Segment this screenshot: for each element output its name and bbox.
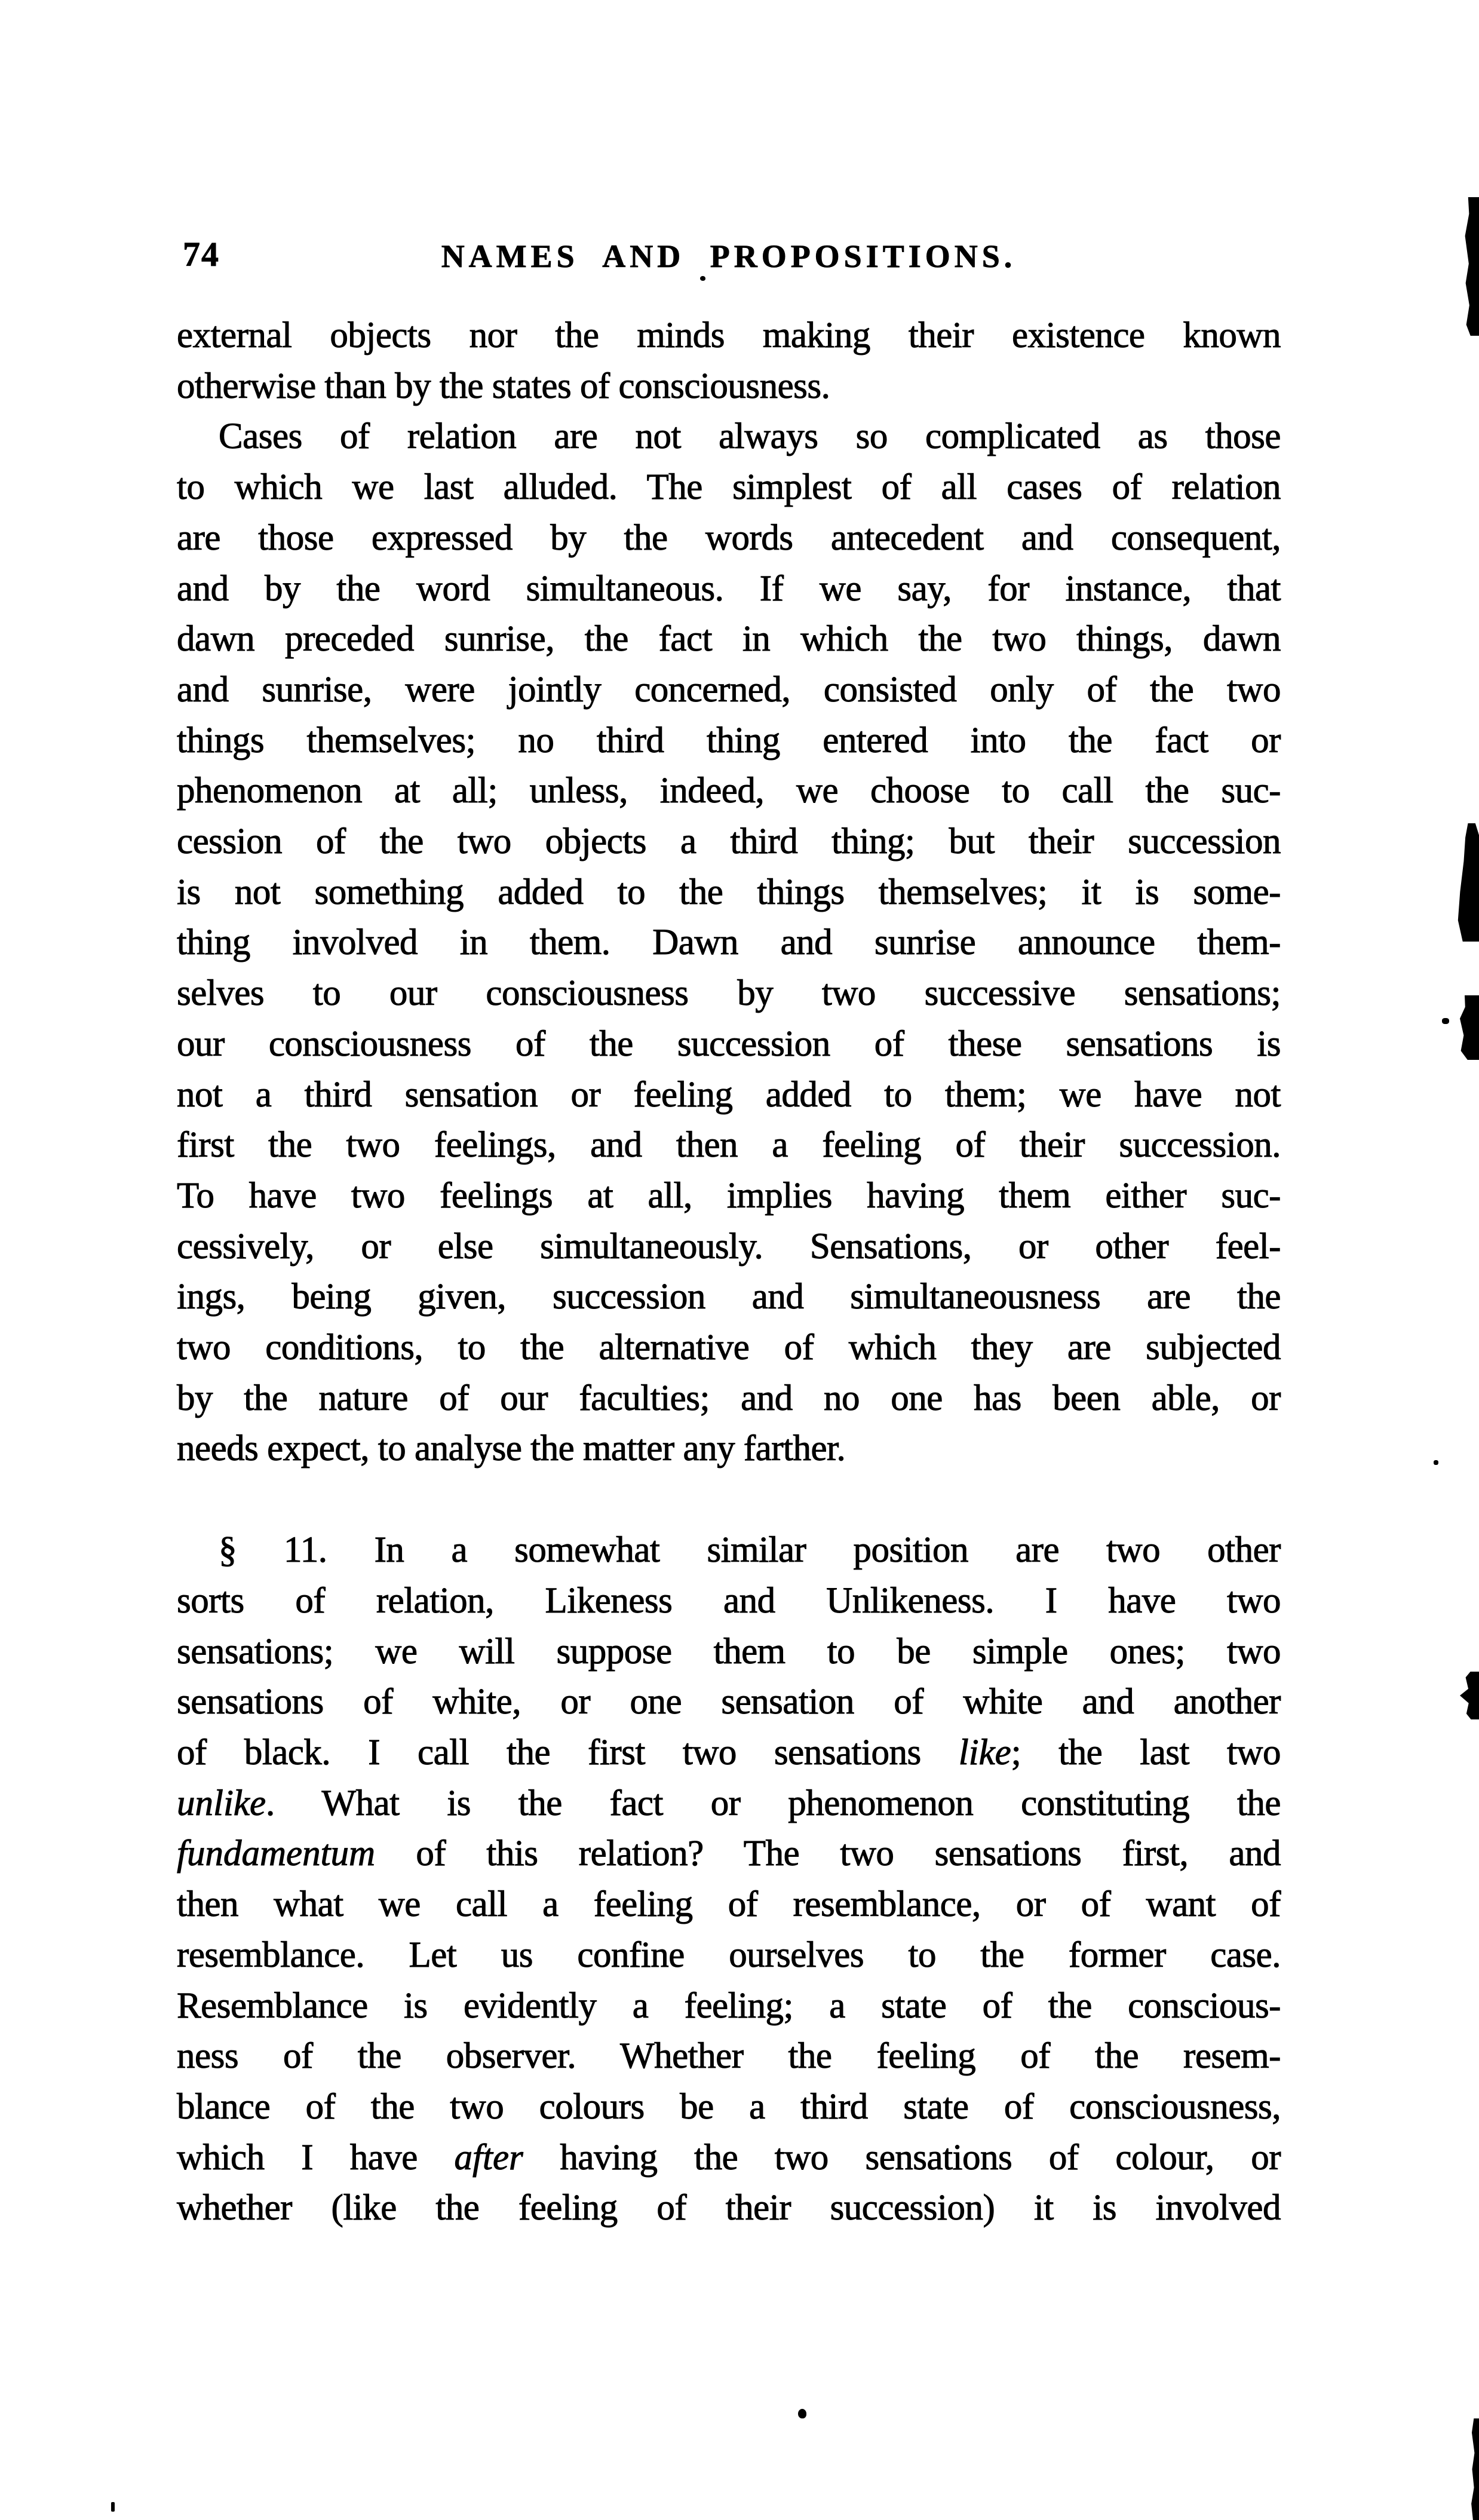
text-line [177,1019,1281,1070]
text-line [177,1374,1281,1424]
text-segment: of this relation? The two sensations first, and [375,1834,1281,1874]
text-line [177,462,1281,513]
text-segment: ings, being given, succession and simultaneousness are the [177,1277,1281,1317]
text-segment: whether (like the feeling of their succession) it is involved [177,2188,1281,2228]
text-line [177,311,1281,361]
text-line [177,817,1281,867]
text-segment: needs expect, to analyse the matter any farther. [177,1428,846,1469]
text-segment: cession of the two objects a third thing; but their succession [177,821,1281,862]
text-line [177,1525,1281,1576]
text-line [177,1627,1281,1678]
text-segment: dawn preceded sunrise, the fact in which the two things, dawn [177,619,1281,660]
text-segment: selves to our consciousness by two successive sensations; [177,973,1281,1014]
text-line [177,1323,1281,1374]
text-line [177,2031,1281,2082]
text-segment: To have two feelings at all, implies having them either suc- [177,1175,1281,1216]
text-segment: § 11. In a somewhat similar position are two other [219,1530,1281,1571]
text-segment: sensations; we will suppose them to be simple ones; two [177,1631,1281,1672]
text-segment: phenomenon at all; unless, indeed, we choose to call the suc- [177,771,1281,811]
text-segment: resemblance. Let us confine ourselves to the former case. [177,1935,1281,1975]
scan-artifact-right-3 [1455,995,1479,1060]
text-segment: things themselves; no third thing entered into the fact or [177,720,1281,761]
text-line [177,716,1281,767]
text-line [177,1272,1281,1323]
text-line [177,1677,1281,1728]
scan-speck-2 [1434,1460,1438,1465]
text-segment: sensations of white, or one sensation of white and another [177,1682,1281,1722]
text-segment: external objects nor the minds making their existence known [177,315,1281,355]
text-line [177,412,1281,462]
text-line [177,918,1281,968]
text-segment: not a third sensation or feeling added to them; we have not [177,1074,1281,1115]
text-line [177,2183,1281,2234]
text-block [177,311,1281,2234]
text-line [177,564,1281,615]
text-line [177,1829,1281,1880]
text-segment: of black. I call the first two sensations [177,1732,959,1773]
text-line [177,968,1281,1019]
text-line [177,1070,1281,1121]
text-segment: and by the word simultaneous. If we say, for instance, that [177,568,1281,609]
text-segment: are those expressed by the words antecedent and consequent, [177,517,1281,558]
text-line [177,361,1281,412]
text-line [177,1981,1281,2032]
text-segment: by the nature of our faculties; and no one has been able, or [177,1378,1281,1418]
text-segment: having the two sensations of colour, or [523,2137,1281,2178]
text-line [177,1171,1281,1222]
scan-tick [111,2502,115,2512]
text-line [177,766,1281,817]
text-segment: two conditions, to the alternative of which they are subjected [177,1328,1281,1368]
scan-artifact-right-4 [1460,1672,1479,1719]
text-line [177,665,1281,716]
text-segment: otherwise than by the states of consciousness. [177,366,830,406]
text-segment: blance of the two colours be a third state of consciousness, [177,2086,1281,2127]
text-segment: Resemblance is evidently a feeling; a state of the conscious- [177,1985,1281,2026]
italic-text: fundamentum [177,1834,376,1874]
text-segment: is not something added to the things themselves; it is some- [177,872,1281,912]
scan-artifact-right-1 [1463,197,1479,336]
text-segment: and sunrise, were jointly concerned, consisted only of the two [177,669,1281,710]
text-segment: cessively, or else simultaneously. Sensations, or other feel- [177,1226,1281,1267]
text-line [177,1779,1281,1829]
text-line [177,1880,1281,1930]
header-dot [700,276,705,281]
text-segment: which I have [177,2137,455,2178]
text-line [177,1222,1281,1273]
text-line [177,2133,1281,2184]
italic-text: like [958,1732,1011,1773]
text-line [177,1424,1281,1474]
text-line [177,1576,1281,1627]
scan-artifact-right-5 [1471,2418,1479,2520]
text-line [177,1120,1281,1171]
text-line [177,1930,1281,1981]
running-title: NAMES AND PROPOSITIONS. [441,238,1017,274]
text-segment: ness of the observer. Whether the feeling of the resem- [177,2036,1281,2077]
text-segment: thing involved in them. Dawn and sunrise announce them- [177,922,1281,963]
text-segment: . What is the fact or phenomenon constituting the [266,1783,1281,1823]
page-header [177,233,1281,287]
text-segment: to which we last alluded. The simplest of all cases of relation [177,467,1281,508]
text-line [177,513,1281,564]
text-segment: ; the last two [1011,1732,1281,1773]
text-segment: then what we call a feeling of resemblance, or of want of [177,1884,1281,1925]
text-segment: first the two feelings, and then a feeling of their succession. [177,1125,1281,1166]
text-line [177,2082,1281,2133]
italic-text: unlike [177,1783,266,1823]
text-segment: sorts of relation, Likeness and Unlikeness. I have two [177,1580,1281,1621]
scan-speck-1 [1442,1018,1449,1024]
text-line [177,1728,1281,1779]
page-number: 74 [183,235,220,274]
scan-artifact-right-2 [1453,823,1479,942]
text-segment: Cases of relation are not always so complicated as those [219,416,1281,457]
italic-text: after [454,2137,523,2178]
text-segment: our consciousness of the succession of these sensations is [177,1023,1281,1064]
text-line [177,614,1281,665]
scan-ink-dot [798,2409,806,2418]
text-line [177,867,1281,918]
